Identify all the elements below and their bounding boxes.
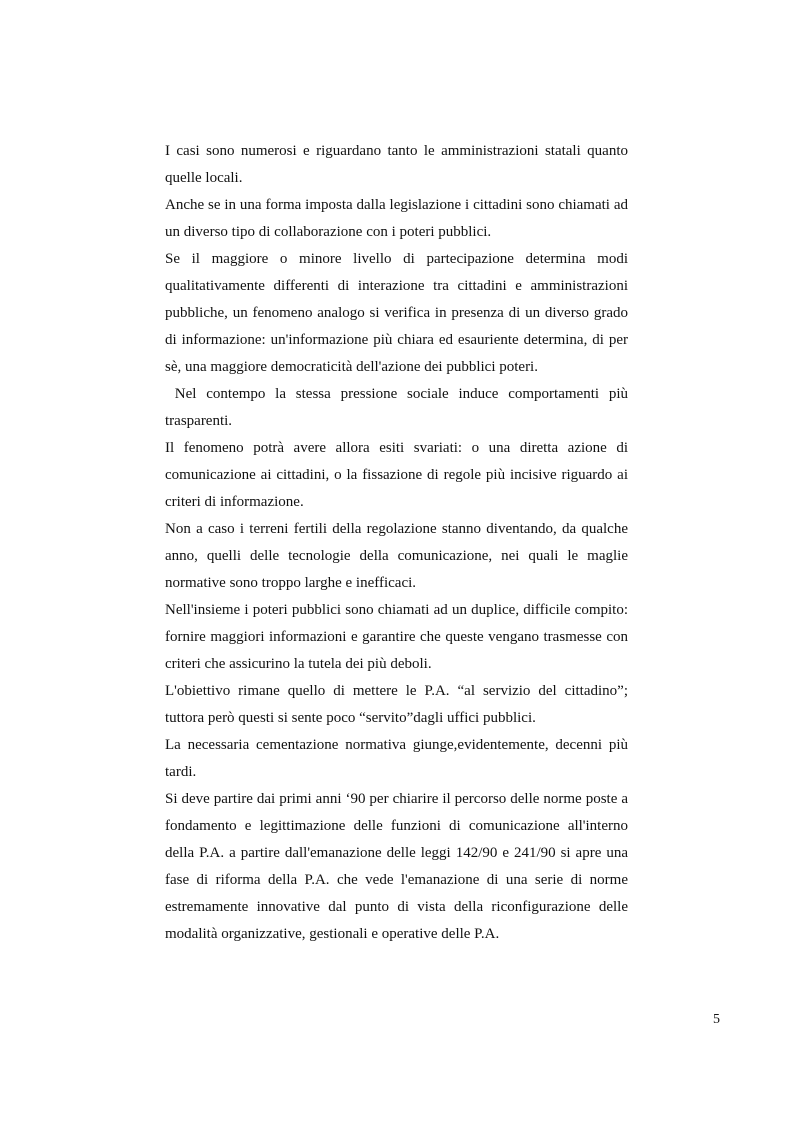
paragraph-3: Se il maggiore o minore livello di partecipazione determina modi qualitativamente differenti di interazione tra cittadini e amministrazioni pubbliche, un fenomeno analogo si verifica in presenza di un diverso grado di informazione: un'informazione più chiara ed esauriente determina, di per sè, una maggiore democraticità dell'azione dei pubblici poteri.: [165, 251, 628, 375]
paragraph-7: Nell'insieme i poteri pubblici sono chiamati ad un duplice, difficile compito: fornire maggiori informazioni e garantire che queste vengano trasmesse con criteri che assicurino la tutela dei più deboli.: [165, 602, 628, 672]
paragraph-1: I casi sono numerosi e riguardano tanto le amministrazioni statali quanto quelle locali.: [165, 143, 628, 186]
body-text: [165, 138, 632, 948]
paragraph-8: L'obiettivo rimane quello di mettere le P.A. “al servizio del cittadino”; tuttora però questi si sente poco “servito”dagli uffici pubblici.: [165, 683, 628, 726]
paragraph-5: Il fenomeno potrà avere allora esiti svariati: o una diretta azione di comunicazione ai cittadini, o la fissazione di regole più incisive riguardo ai criteri di informazione.: [165, 440, 628, 510]
paragraph-6: Non a caso i terreni fertili della regolazione stanno diventando, da qualche anno, quelli delle tecnologie della comunicazione, nei quali le maglie normative sono troppo larghe e inefficaci.: [165, 521, 628, 591]
paragraph-2: Anche se in una forma imposta dalla legislazione i cittadini sono chiamati ad un diverso tipo di collaborazione con i poteri pubblici.: [165, 197, 628, 240]
paragraph-9: La necessaria cementazione normativa giunge,evidentemente, decenni più tardi.: [165, 737, 628, 780]
paragraph-4: Nel contempo la stessa pressione sociale induce comportamenti più trasparenti.: [165, 386, 632, 429]
page-number: 5: [713, 1012, 720, 1027]
paragraph-10: Si deve partire dai primi anni ‘90 per chiarire il percorso delle norme poste a fondamento e legittimazione delle funzioni di comunicazione all'interno della P.A. a partire dall'emanazione delle leggi 142/90 e 241/90 si apre una fase di riforma della P.A. che vede l'emanazione di una serie di norme estremamente innovative dal punto di vista della riconfigurazione delle modalità organizzative, gestionali e operative delle P.A.: [165, 791, 628, 942]
